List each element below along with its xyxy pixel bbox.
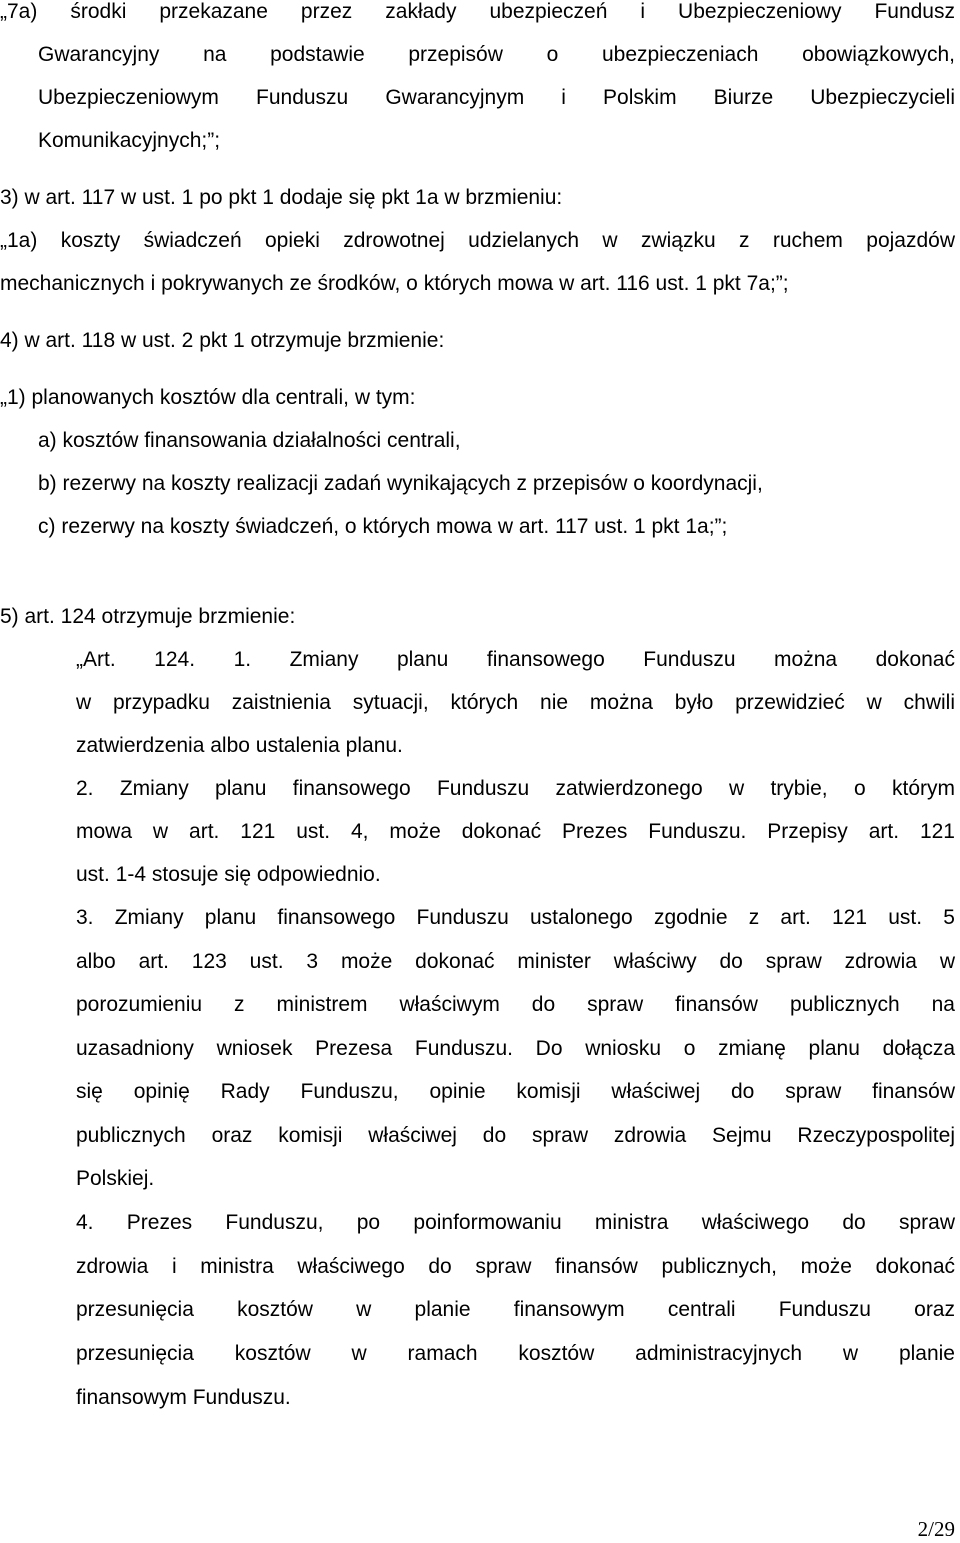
text-line: publicznych oraz komisji właściwej do spraw zdrowia Sejmu Rzeczypospolitej <box>76 1124 955 1147</box>
text-line: Polskiej. <box>76 1167 155 1190</box>
text-line: 4. Prezes Funduszu, po poinformowaniu ministra właściwego do spraw <box>76 1211 955 1234</box>
text-line: Komunikacyjnych;”; <box>38 129 221 152</box>
text-line: „7a) środki przekazane przez zakłady ubezpieczeń i Ubezpieczeniowy Fundusz <box>0 0 955 23</box>
text-line: b) rezerwy na koszty realizacji zadań wynikających z przepisów o koordynacji, <box>38 472 763 495</box>
text-line: zdrowia i ministra właściwego do spraw finansów publicznych, może dokonać <box>76 1255 955 1278</box>
text-line: mechanicznych i pokrywanych ze środków, o których mowa w art. 116 ust. 1 pkt 7a;”; <box>0 272 789 295</box>
text-line: 2. Zmiany planu finansowego Funduszu zatwierdzonego w trybie, o którym <box>76 777 955 800</box>
text-line: mowa w art. 121 ust. 4, może dokonać Prezes Funduszu. Przepisy art. 121 <box>76 820 955 843</box>
text-line: 3) w art. 117 w ust. 1 po pkt 1 dodaje się pkt 1a w brzmieniu: <box>0 186 563 209</box>
text-line: uzasadniony wniosek Prezesa Funduszu. Do wniosku o zmianę planu dołącza <box>76 1037 955 1060</box>
text-line: „1a) koszty świadczeń opieki zdrowotnej udzielanych w związku z ruchem pojazdów <box>0 229 955 252</box>
text-line: albo art. 123 ust. 3 może dokonać minister właściwy do spraw zdrowia w <box>76 950 955 973</box>
text-line: zatwierdzenia albo ustalenia planu. <box>76 734 403 757</box>
text-line: a) kosztów finansowania działalności centrali, <box>38 429 461 452</box>
text-line: „1) planowanych kosztów dla centrali, w tym: <box>0 386 416 409</box>
text-line: 3. Zmiany planu finansowego Funduszu ustalonego zgodnie z art. 121 ust. 5 <box>76 906 955 929</box>
text-line: ust. 1-4 stosuje się odpowiednio. <box>76 863 381 886</box>
text-line: w przypadku zaistnienia sytuacji, których nie można było przewidzieć w chwili <box>76 691 955 714</box>
text-line: Gwarancyjny na podstawie przepisów o ubezpieczeniach obowiązkowych, <box>38 43 955 66</box>
page-number: 2/29 <box>917 1517 955 1541</box>
text-line: 4) w art. 118 w ust. 2 pkt 1 otrzymuje brzmienie: <box>0 329 445 352</box>
text-line: finansowym Funduszu. <box>76 1386 291 1409</box>
text-line: 5) art. 124 otrzymuje brzmienie: <box>0 605 296 628</box>
text-line: „Art. 124. 1. Zmiany planu finansowego Funduszu można dokonać <box>76 648 955 671</box>
text-line: się opinię Rady Funduszu, opinie komisji właściwej do spraw finansów <box>76 1080 955 1103</box>
text-line: przesunięcia kosztów w planie finansowym centrali Funduszu oraz <box>76 1298 955 1321</box>
text-line: porozumieniu z ministrem właściwym do spraw finansów publicznych na <box>76 993 955 1016</box>
text-line: c) rezerwy na koszty świadczeń, o których mowa w art. 117 ust. 1 pkt 1a;”; <box>38 515 728 538</box>
text-line: Ubezpieczeniowym Funduszu Gwarancyjnym i Polskim Biurze Ubezpieczycieli <box>38 86 955 109</box>
text-line: przesunięcia kosztów w ramach kosztów administracyjnych w planie <box>76 1342 955 1365</box>
